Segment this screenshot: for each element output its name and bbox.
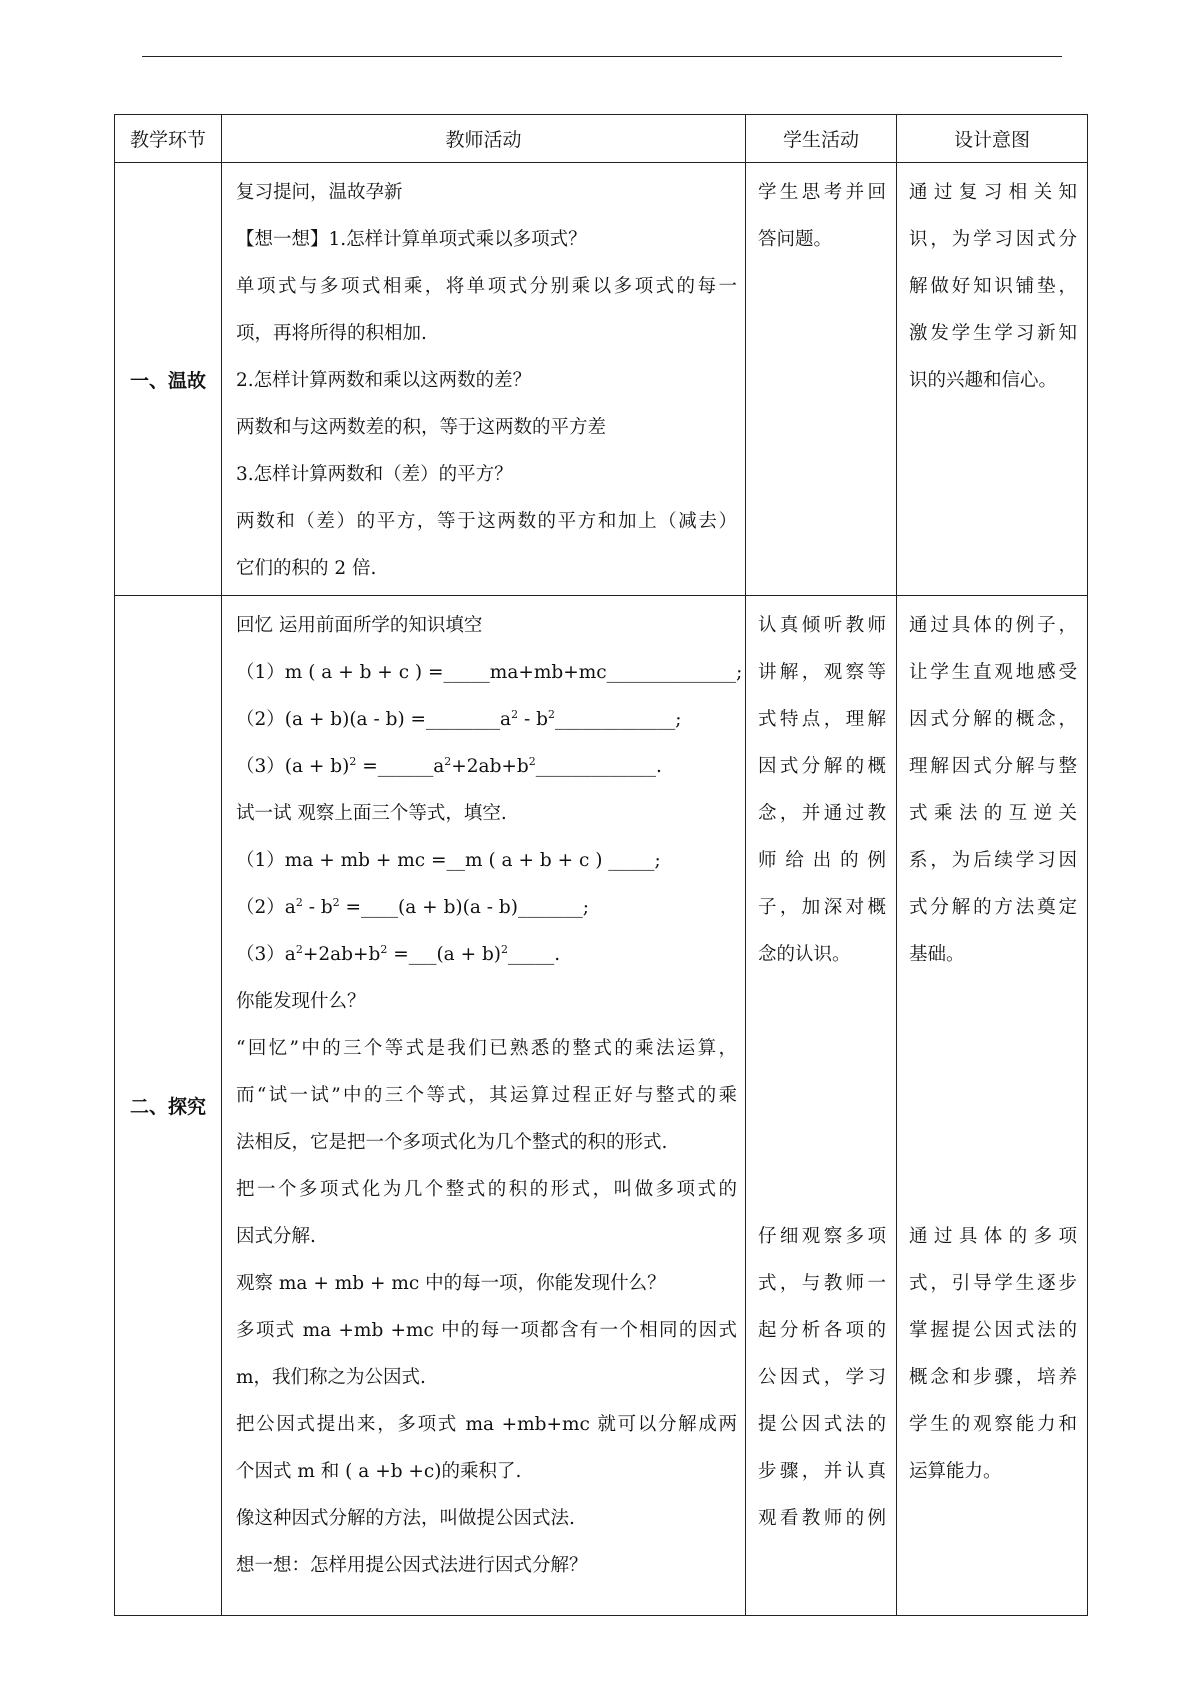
- text-line: 法相反，它是把一个多项式化为几个整式的积的形式.: [236, 1132, 668, 1153]
- text-line: 式特点，理解: [758, 709, 886, 730]
- text-line: 念，并通过教: [758, 803, 886, 824]
- text-line: 运算能力。: [909, 1461, 1002, 1482]
- equation-line: $(3)(a + b)^2$ $=\_\_\_\_\_\_a^2+2ab+b^2\_\_\_\_\_\_\_\_\_\_\_\_\_$.: [236, 754, 662, 777]
- text-line: 基础。: [909, 944, 965, 965]
- text-line: 理解因式分解与整: [909, 756, 1077, 777]
- text-line: 你能发现什么？: [236, 991, 366, 1012]
- stage-cell: 一、温故: [115, 163, 222, 596]
- equation-line: $(3)a^2+2ab+b^2$ =___(a + b)$^2$_____.: [236, 942, 561, 965]
- text-line: 式乘法的互逆关: [909, 803, 1077, 824]
- header-teacher: 教师活动: [222, 115, 746, 163]
- equation-line: $(2)(a + b)(a - b) =\_\_\_\_\_\_\_\_a^2$ - $b^2\_\_\_\_\_\_\_\_\_\_\_\_\_$;: [236, 707, 682, 730]
- text-line: 因式分解.: [236, 1226, 316, 1247]
- header-student: 学生活动: [746, 115, 897, 163]
- text-line: 答问题。: [758, 229, 833, 250]
- text-line: 激发学生学习新知: [909, 323, 1077, 344]
- text-line: 回忆 运用前面所学的知识填空: [236, 615, 483, 636]
- text-line: 解做好知识铺垫，: [909, 276, 1077, 297]
- text-line: 通过复习相关知: [909, 182, 1077, 203]
- text-line: （1）ma + mb + mc =__m ( a + b + c ) _____;: [236, 850, 661, 871]
- text-line: 像这种因式分解的方法，叫做提公因式法.: [236, 1508, 575, 1529]
- text-line: 学生的观察能力和: [909, 1414, 1077, 1435]
- text-line: 子，加深对概: [758, 897, 886, 918]
- table-header-row: [115, 115, 1088, 163]
- text-line: （1）m ( a + b + c ) =_____ma+mb+mc______________;: [236, 662, 743, 683]
- text-line: m，我们称之为公因式.: [236, 1367, 426, 1388]
- text-line: 它们的积的 2 倍.: [236, 558, 377, 579]
- text-line: 两数和（差）的平方，等于这两数的平方和加上（减去）: [236, 511, 737, 532]
- text-line: 识的兴趣和信心。: [909, 370, 1058, 391]
- text-line: 2.怎样计算两数和乘以这两数的差？: [236, 370, 532, 391]
- spacer: [909, 978, 1077, 1213]
- stage-cell: 二、探究: [115, 596, 222, 1616]
- text-line: 公因式，学习: [758, 1367, 886, 1388]
- text-line: 观看教师的例: [758, 1508, 886, 1529]
- design-intent-cell: [897, 596, 1088, 1616]
- text-line: 式，引导学生逐步: [909, 1273, 1077, 1294]
- text-line: 而“试一试”中的三个等式，其运算过程正好与整式的乘: [236, 1085, 737, 1106]
- text-line: 提公因式法的: [758, 1414, 886, 1435]
- teacher-activity-cell: [222, 596, 746, 1616]
- text-line: 式分解的方法奠定: [909, 897, 1077, 918]
- text-line: 通过具体的多项: [909, 1226, 1077, 1247]
- text-line: 认真倾听教师: [758, 615, 886, 636]
- text-line: 【想一想】1.怎样计算单项式乘以多项式？: [236, 229, 587, 250]
- text-line: 通过具体的例子，: [909, 615, 1077, 636]
- spacer: [758, 978, 886, 1213]
- text-line: 念的认识。: [758, 944, 851, 965]
- text-line: 仔细观察多项: [758, 1226, 886, 1247]
- student-activity-cell: [746, 596, 897, 1616]
- header-stage: 教学环节: [115, 115, 222, 163]
- text-line: 讲解，观察等: [758, 662, 886, 683]
- header-rule: [142, 56, 1062, 57]
- text-line: 系，为后续学习因: [909, 850, 1077, 871]
- text-line: 式，与教师一: [758, 1273, 886, 1294]
- text-line: 观察 ma + mb + mc 中的每一项，你能发现什么？: [236, 1273, 666, 1294]
- text-line: 学生思考并回: [758, 182, 886, 203]
- text-line: 因式分解的概: [758, 756, 886, 777]
- text-line: 想一想：怎样用提公因式法进行因式分解？: [236, 1555, 588, 1576]
- text-line: 掌握提公因式法的: [909, 1320, 1077, 1341]
- equation-line: $(2)a^2 - b^2$ =____(a + b)(a - b)_______;: [236, 895, 589, 918]
- student-activity-cell: [746, 163, 897, 596]
- teacher-activity-cell: [222, 163, 746, 596]
- text-line: 步骤，并认真: [758, 1461, 886, 1482]
- design-intent-cell: [897, 163, 1088, 596]
- table-row: [115, 163, 1088, 596]
- text-line: 多项式 ma +mb +mc 中的每一项都含有一个相同的因式: [236, 1320, 737, 1341]
- header-intent: 设计意图: [897, 115, 1088, 163]
- text-line: 试一试 观察上面三个等式，填空.: [236, 803, 507, 824]
- text-line: 识，为学习因式分: [909, 229, 1077, 250]
- text-line: 复习提问，温故孕新: [236, 182, 403, 203]
- text-line: 概念和步骤，培养: [909, 1367, 1077, 1388]
- text-line: 起分析各项的: [758, 1320, 886, 1341]
- text-line: 单项式与多项式相乘，将单项式分别乘以多项式的每一: [236, 276, 737, 297]
- text-line: 让学生直观地感受: [909, 662, 1077, 683]
- lesson-plan-table: [114, 114, 1088, 1616]
- text-line: 把公因式提出来，多项式 ma +mb+mc 就可以分解成两: [236, 1414, 737, 1435]
- text-line: 两数和与这两数差的积，等于这两数的平方差: [236, 417, 607, 438]
- table-row: [115, 596, 1088, 1616]
- text-line: “回忆”中的三个等式是我们已熟悉的整式的乘法运算，: [236, 1038, 737, 1059]
- text-line: 师给出的例: [758, 850, 886, 871]
- text-line: 个因式 m 和 ( a +b +c)的乘积了.: [236, 1461, 522, 1482]
- text-line: 项，再将所得的积相加.: [236, 323, 427, 344]
- text-line: 因式分解的概念，: [909, 709, 1077, 730]
- text-line: 3.怎样计算两数和（差）的平方？: [236, 464, 513, 485]
- text-line: 把一个多项式化为几个整式的积的形式，叫做多项式的: [236, 1179, 737, 1200]
